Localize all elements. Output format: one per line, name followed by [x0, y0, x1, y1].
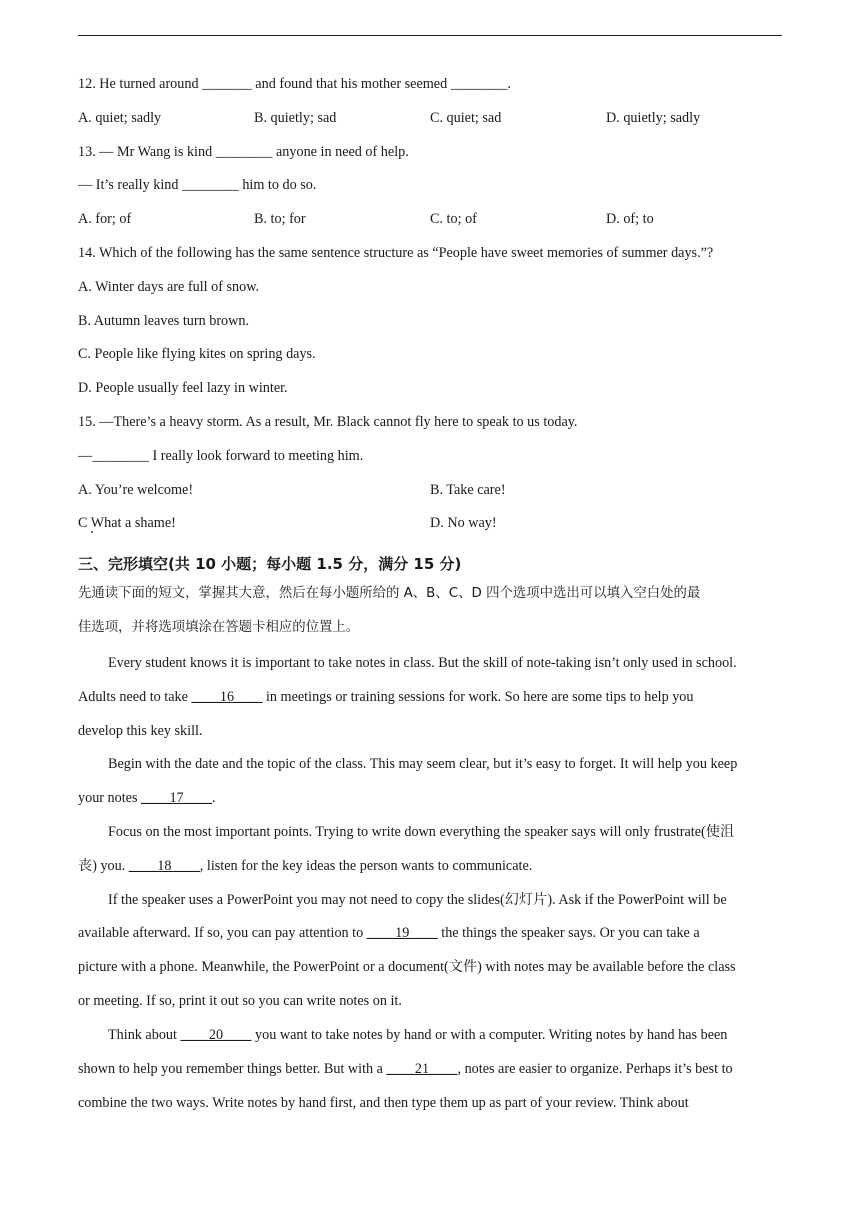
passage-p1-line-3: develop this key skill. [78, 723, 203, 739]
header-rule [78, 35, 782, 36]
passage-p3-line-1: Focus on the most important points. Trying to write down everything the speaker says will only frustrate(使沮 [108, 824, 735, 840]
passage-p4-line-1: If the speaker uses a PowerPoint you may not need to copy the slides(幻灯片). Ask if the PowerPoint will be [108, 892, 727, 908]
q15-stem: 15. —There’s a heavy storm. As a result, Mr. Black cannot fly here to speak to us today. [78, 414, 578, 430]
passage-p1-line-2: Adults need to take ____16____ in meetings or training sessions for work. So here are some tips to help you [78, 689, 694, 705]
passage-p5-line-2: shown to help you remember things better. But with a ____21____, notes are easier to organize. Perhaps it’s best to [78, 1061, 733, 1077]
section-instruction-line-1: 先通读下面的短文，掌握其大意，然后在每小题所给的 A、B、C、D 四个选项中选出可以填入空白处的最 [78, 586, 701, 601]
passage-p2-line-2: your notes ____17____. [78, 790, 216, 806]
q12-option-d: D. quietly; sadly [606, 110, 701, 126]
q14-option-a: A. Winter days are full of snow. [78, 279, 260, 295]
q13-option-a: A. for; of [78, 211, 132, 227]
q14-option-d: D. People usually feel lazy in winter. [78, 380, 288, 396]
stray-dot-mark [91, 531, 93, 533]
q13-option-c: C. to; of [430, 211, 477, 227]
section-heading: 三、完形填空(共 10 小题；每小题 1.5 分，满分 15 分) [78, 555, 462, 573]
passage-p3-line-2: 丧) you. ____18____, listen for the key ideas the person wants to communicate. [78, 858, 533, 874]
q12-option-b: B. quietly; sad [254, 110, 337, 126]
passage-p5-line-1: Think about ____20____ you want to take notes by hand or with a computer. Writing notes by hand has been [108, 1027, 728, 1043]
q13-option-b: B. to; for [254, 211, 306, 227]
passage-p5-line-3: combine the two ways. Write notes by hand first, and then type them up as part of your review. Think about [78, 1095, 689, 1111]
q15-option-b: B. Take care! [430, 482, 506, 498]
blank-21: ____21____ [386, 1061, 458, 1077]
passage-p4-line-2: available afterward. If so, you can pay attention to ____19____ the things the speaker says. Or you can take a [78, 925, 700, 941]
passage-p1-line-1: Every student knows it is important to take notes in class. But the skill of note-taking isn’t only used in school. [108, 655, 737, 671]
q13-stem: 13. — Mr Wang is kind ________ anyone in need of help. [78, 144, 409, 160]
q15-reply: —________ I really look forward to meeting him. [78, 448, 364, 464]
section-instruction-line-2: 佳选项，并将选项填涂在答题卡相应的位置上。 [78, 620, 360, 635]
passage-p4-line-4: or meeting. If so, print it out so you can write notes on it. [78, 993, 402, 1009]
blank-18: ____18____ [128, 858, 200, 874]
q13-reply: — It’s really kind ________ him to do so. [78, 177, 317, 193]
q15-option-c: C What a shame! [78, 515, 176, 531]
q15-option-d: D. No way! [430, 515, 497, 531]
q12-option-c: C. quiet; sad [430, 110, 502, 126]
q14-option-b: B. Autumn leaves turn brown. [78, 313, 250, 329]
q15-option-a: A. You’re welcome! [78, 482, 194, 498]
blank-16: ____16____ [191, 689, 263, 705]
blank-17: ____17____ [141, 790, 212, 806]
q14-option-c: C. People like flying kites on spring days. [78, 346, 316, 362]
passage-p2-line-1: Begin with the date and the topic of the class. This may seem clear, but it’s easy to forget. It will help you keep [108, 756, 738, 772]
passage-p4-line-3: picture with a phone. Meanwhile, the PowerPoint or a document(文件) with notes may be available before the class [78, 959, 736, 975]
q14-stem: 14. Which of the following has the same sentence structure as “People have sweet memories of summer days.”? [78, 245, 714, 261]
blank-20: ____20____ [180, 1027, 252, 1043]
blank-19: ____19____ [366, 925, 438, 941]
q12-option-a: A. quiet; sadly [78, 110, 162, 126]
q12-stem: 12. He turned around _______ and found that his mother seemed ________. [78, 76, 512, 92]
q13-option-d: D. of; to [606, 211, 654, 227]
